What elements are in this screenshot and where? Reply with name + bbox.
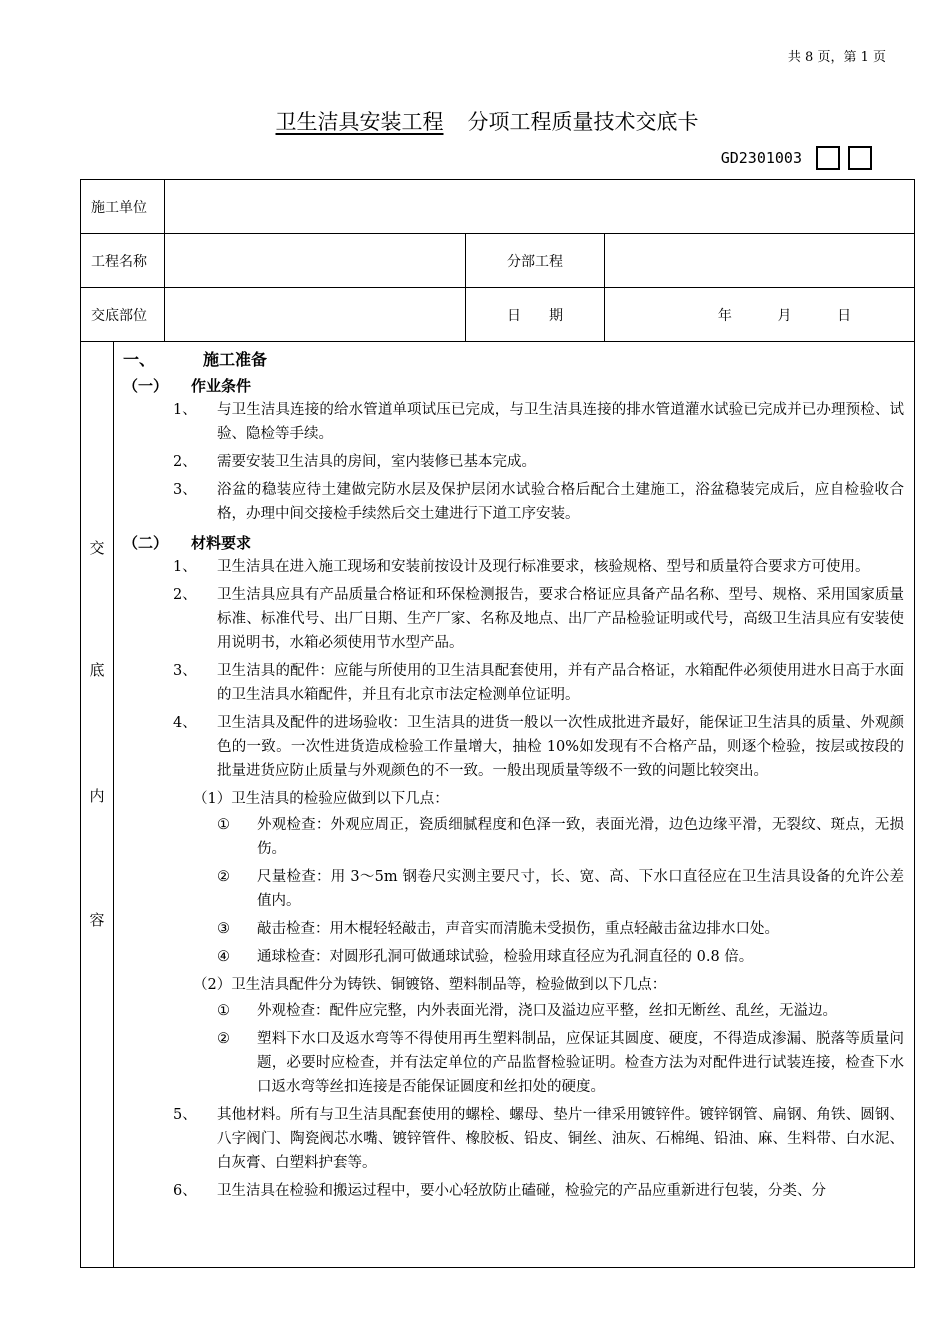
year-label: 年	[717, 307, 732, 324]
content-box	[80, 341, 915, 1268]
info-table	[80, 179, 915, 342]
check-item: ① 外观检查：外观应周正，瓷质细腻程度和色泽一致，表面光滑，边色边缘平滑，无裂纹、斑点，无损伤。	[217, 817, 904, 857]
list-item: 1、 卫生洁具在进入施工现场和安装前按设计及现行标准要求，核验规格、型号和质量符合要求方可使用。	[173, 559, 870, 575]
month-label: 月	[777, 307, 792, 324]
location-value[interactable]	[165, 288, 466, 342]
side-char: 容	[89, 911, 105, 929]
location-label: 交底部位	[81, 288, 165, 342]
check-item: ③ 敲击检查：用木棍轻轻敲击，声音实而清脆未受损伤，重点轻敲击盆边排水口处。	[217, 921, 779, 937]
page-title	[0, 106, 950, 136]
unit-value[interactable]	[165, 180, 915, 234]
list-item: 6、 卫生洁具在检验和搬运过程中，要小心轻放防止磕碰，检验完的产品应重新进行包装，分类、分	[173, 1183, 826, 1199]
section-heading: 一、 施工准备	[123, 350, 268, 369]
unit-label: 施工单位	[81, 180, 165, 234]
title-suffix: 分项工程质量技术交底卡	[467, 110, 699, 134]
check-item: ② 尺量检查：用 3～5m 钢卷尺实测主要尺寸，长、宽、高、下水口直径应在卫生洁具设备的允许公差值内。	[217, 869, 904, 909]
side-char: 底	[89, 661, 105, 679]
list-item: 3、 浴盆的稳装应待土建做完防水层及保护层闭水试验合格后配合土建施工，浴盆稳装完成后，应自检验收合格，办理中间交接检手续然后交土建进行下道工序安装。	[173, 482, 904, 522]
content-body	[123, 347, 904, 1207]
checkbox-2[interactable]	[848, 146, 872, 170]
project-name-value[interactable]	[165, 234, 466, 288]
document-code: GD2301003	[720, 149, 802, 167]
side-char: 内	[89, 787, 105, 805]
project-name-label: 工程名称	[81, 234, 165, 288]
subsection-heading: （一） 作业条件	[123, 376, 252, 395]
list-item: 2、 卫生洁具应具有产品质量合格证和环保检测报告，要求合格证应具备产品名称、型号、规格、采用国家质量标准、标准代号、出厂日期、生产厂家、名称及地点、出厂产品检验证明或代号，高级卫生洁具应有安装使用说明书，水箱必须使用节水型产品。	[173, 587, 904, 651]
project-title: 卫生洁具安装工程	[275, 110, 444, 134]
side-char: 交	[89, 539, 105, 557]
subsection-heading: （二） 材料要求	[123, 533, 252, 552]
list-item: 1、 与卫生洁具连接的给水管道单项试压已完成，与卫生洁具连接的排水管道灌水试验已完成并已办理预检、试验、隐检等手续。	[173, 402, 904, 442]
list-item: 5、 其他材料。所有与卫生洁具配套使用的螺栓、螺母、垫片一律采用镀锌件。镀锌钢管、扁钢、角铁、圆钢、八字阀门、陶瓷阀芯水嘴、镀锌管件、橡胶板、铅皮、铜丝、油灰、石棉绳、铅油、麻、生料带、白水泥、白灰膏、白塑料护套等。	[173, 1107, 904, 1171]
checkbox-1[interactable]	[816, 146, 840, 170]
division-value[interactable]	[605, 234, 915, 288]
list-item: 2、 需要安装卫生洁具的房间，室内装修已基本完成。	[173, 454, 536, 470]
check-heading: （2）卫生洁具配件分为铸铁、铜镀铬、塑料制品等，检验做到以下几点：	[193, 977, 667, 993]
division-label: 分部工程	[466, 234, 605, 288]
check-item: ② 塑料下水口及返水弯等不得使用再生塑料制品，应保证其圆度、硬度，不得造成渗漏、脱落等质量问题，必要时应检查，并有法定单位的产品监督检验证明。检查方法为对配件进行试装连接，检查下水口返水弯等丝扣连接是否能保证圆度和丝扣处的硬度。	[217, 1031, 904, 1095]
date-value[interactable]	[605, 288, 915, 342]
day-label: 日	[837, 307, 852, 324]
list-item: 3、 卫生洁具的配件：应能与所使用的卫生洁具配套使用，并有产品合格证，水箱配件必须使用进水日高于水面的卫生洁具水箱配件，并且有北京市法定检测单位证明。	[173, 663, 904, 703]
check-item: ① 外观检查：配件应完整，内外表面光滑，浇口及溢边应平整，丝扣无断丝、乱丝，无溢边。	[217, 1003, 837, 1019]
document-code-row	[721, 146, 872, 170]
check-item: ④ 通球检查：对圆形孔洞可做通球试验，检验用球直径应为孔洞直径的 0.8 倍。	[217, 949, 754, 965]
list-item: 4、 卫生洁具及配件的进场验收：卫生洁具的进货一般以一次性成批进齐最好，能保证卫生洁具的质量、外观颜色的一致。一次性进货造成检验工作量增大，抽检 10%如发现有不合格产品，则逐个检验，按层或按段的批量进货应防止质量与外观颜色的不一致。一般出现质量等级不一致的问题比较突出。	[173, 715, 904, 779]
check-heading: （1）卫生洁具的检验应做到以下几点：	[193, 791, 449, 807]
page-number: 共 8 页，第 1 页	[787, 50, 886, 65]
date-label: 日 期	[466, 288, 605, 342]
side-label-column	[81, 341, 114, 1267]
